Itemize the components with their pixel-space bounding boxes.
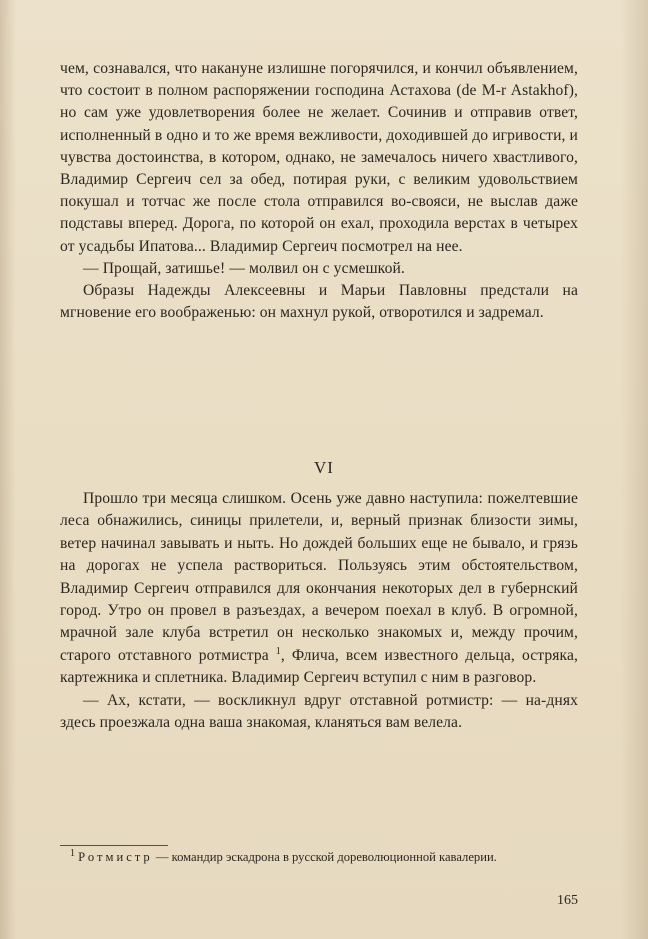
paragraph-chapter-opening xyxy=(60,488,578,690)
footnote-reference[interactable]: 1 xyxy=(275,645,281,657)
footnote-term: Ротмистр xyxy=(78,850,153,864)
dialogue-farewell: — Прощай, затишье! — молвил он с усмешкой. xyxy=(83,259,405,277)
paragraph-chapter-opening-rest: , Флича, всем известного дельца, остряка, картежника и сплетника. Владимир Сергеич вступил с ним в разговор. xyxy=(60,646,579,687)
paragraph-continuation: чем, сознавался, что накануне излишне погорячился, и кончил объявлением, что состоит в полном распоряжении господина Астахова (de M-r Astakhof), но сам уже удовлетворения более не желает. Сочинив и отправив ответ, исполненный в одно и то же время вежливости, доходившей до игривости, и чувства достоинства, в котором, однако, не замечалось ничего хвастливого, Владимир Сергеич сел за обед, потирая руки, с великим удовольствием покушал и тотчас же после стола отправился во-свояси, не выслав даже подставы вперед. Дорога, по которой он ехал, проходила верстах в четырех от усадьбы Ипатова... Владимир Сергеич посмотрел на нее. xyxy=(60,60,578,255)
chapter-heading: VI xyxy=(314,458,334,477)
dialogue-rotmistr: — Ах, кстати, — воскликнул вдруг отставной ротмистр: — на-днях здесь проезжала одна ваша знакомая, кланяться вам велела. xyxy=(60,691,578,732)
paragraph-chapter-opening-text: Прошло три месяца слишком. Осень уже давно наступила: пожелтевшие леса обнажились, синицы прилетели, и, верный признак близости зимы, ветер начинал завывать и ныть. Но дождей больших еще не бывало, и грязь на дорогах не успела раствориться. Пользуясь этим обстоятельством, Владимир Сергеич отправился для окончания некоторых дел в губернский город. Утро он провел в разъездах, а вечером поехал в клуб. В огромной, мрачной зале клуба встретил он несколько знакомых и, между прочим, старого отставного ротмистра xyxy=(60,490,578,664)
main-text-chapter xyxy=(60,488,578,734)
footnote-text: — командир эскадрона в русской дореволюционной кавалерии. xyxy=(152,850,497,864)
footnote xyxy=(60,848,578,867)
main-text-top xyxy=(60,58,578,324)
paragraph-images: Образы Надежды Алексеевны и Марьи Павловны предстали на мгновение его воображенью: он махнул рукой, отворотился и задремал. xyxy=(60,282,578,322)
footnote-number: 1 xyxy=(70,847,75,859)
footnote-divider xyxy=(60,845,168,846)
page-number: 165 xyxy=(557,893,578,908)
